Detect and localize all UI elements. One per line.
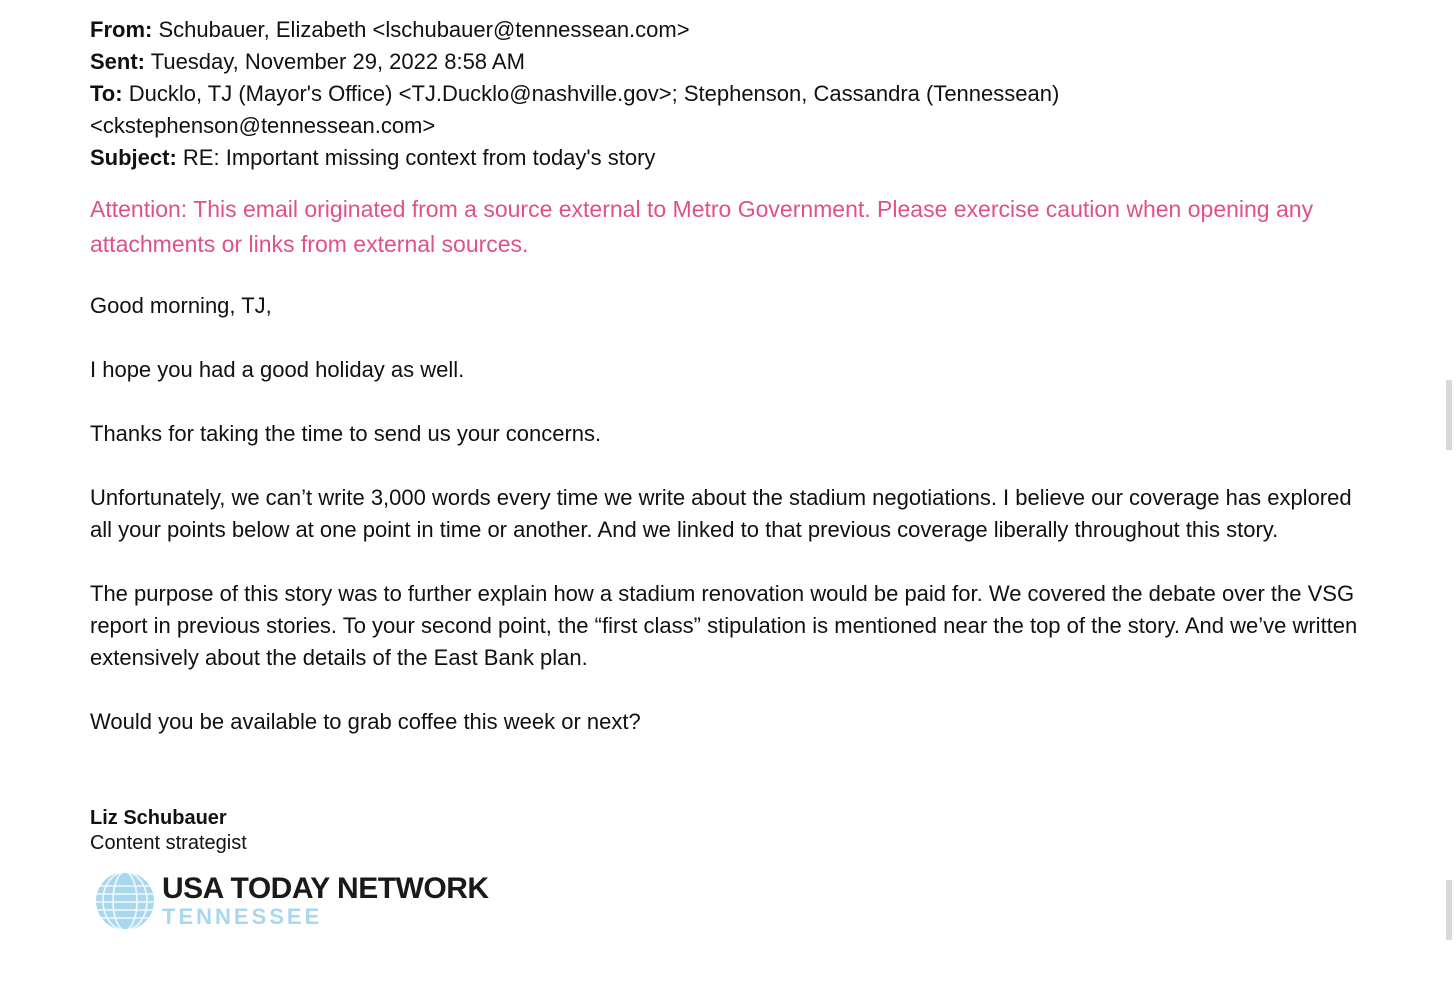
- to-value: Ducklo, TJ (Mayor's Office) <TJ.Ducklo@nashville.gov>; Stephenson, Cassandra (Tennessean): [128, 81, 1060, 106]
- sent-value: Tuesday, November 29, 2022 8:58 AM: [150, 49, 525, 74]
- paragraph-5: Would you be available to grab coffee this week or next?: [90, 709, 641, 734]
- header-subject: [90, 142, 1420, 174]
- header-to: [90, 78, 1420, 110]
- sent-label: Sent:: [90, 49, 145, 74]
- from-value: Schubauer, Elizabeth <lschubauer@tennessean.com>: [158, 17, 690, 42]
- from-label: From:: [90, 17, 153, 42]
- paragraph-4: The purpose of this story was to further explain how a stadium renovation would be paid for. We covered the debate over the VSG report in previous stories. To your second point, the “first class” stipulation is mentioned near the top of the story. And we’ve written extensively about the details of the East Bank plan.: [90, 581, 1358, 670]
- greeting: Good morning, TJ,: [90, 293, 272, 318]
- logo-sub-text: TENNESSEE: [162, 904, 323, 929]
- header-sent: [90, 46, 1420, 78]
- header-from: [90, 14, 1420, 46]
- paragraph-1: I hope you had a good holiday as well.: [90, 357, 465, 382]
- paragraph-3: Unfortunately, we can’t write 3,000 words every time we write about the stadium negotiations. I believe our coverage has explored all your points below at one point in time or another. And we linked to that previous coverage liberally throughout this story.: [90, 485, 1352, 542]
- signature-name: Liz Schubauer: [90, 807, 227, 829]
- subject-label: Subject:: [90, 145, 177, 170]
- logo-text: [162, 874, 489, 928]
- email-document: [90, 14, 1420, 932]
- scan-edge-mark: [1446, 880, 1452, 940]
- subject-value: RE: Important missing context from today's story: [182, 145, 656, 170]
- signature-title: Content strategist: [90, 832, 247, 854]
- logo-main-text: USA TODAY NETWORK: [162, 872, 489, 905]
- paragraph-2: Thanks for taking the time to send us your concerns.: [90, 421, 602, 446]
- to-value-continued: <ckstephenson@tennessean.com>: [90, 113, 436, 138]
- signature: [90, 806, 1420, 932]
- header-to-cont: [90, 110, 1420, 142]
- external-warning: Attention: This email originated from a source external to Metro Government. Please exercise caution when opening any attachments or links from external sources.: [90, 196, 1314, 257]
- scan-edge-mark: [1446, 380, 1452, 450]
- usa-today-network-logo: [94, 870, 1420, 932]
- to-label: To:: [90, 81, 123, 106]
- globe-icon: [94, 870, 156, 932]
